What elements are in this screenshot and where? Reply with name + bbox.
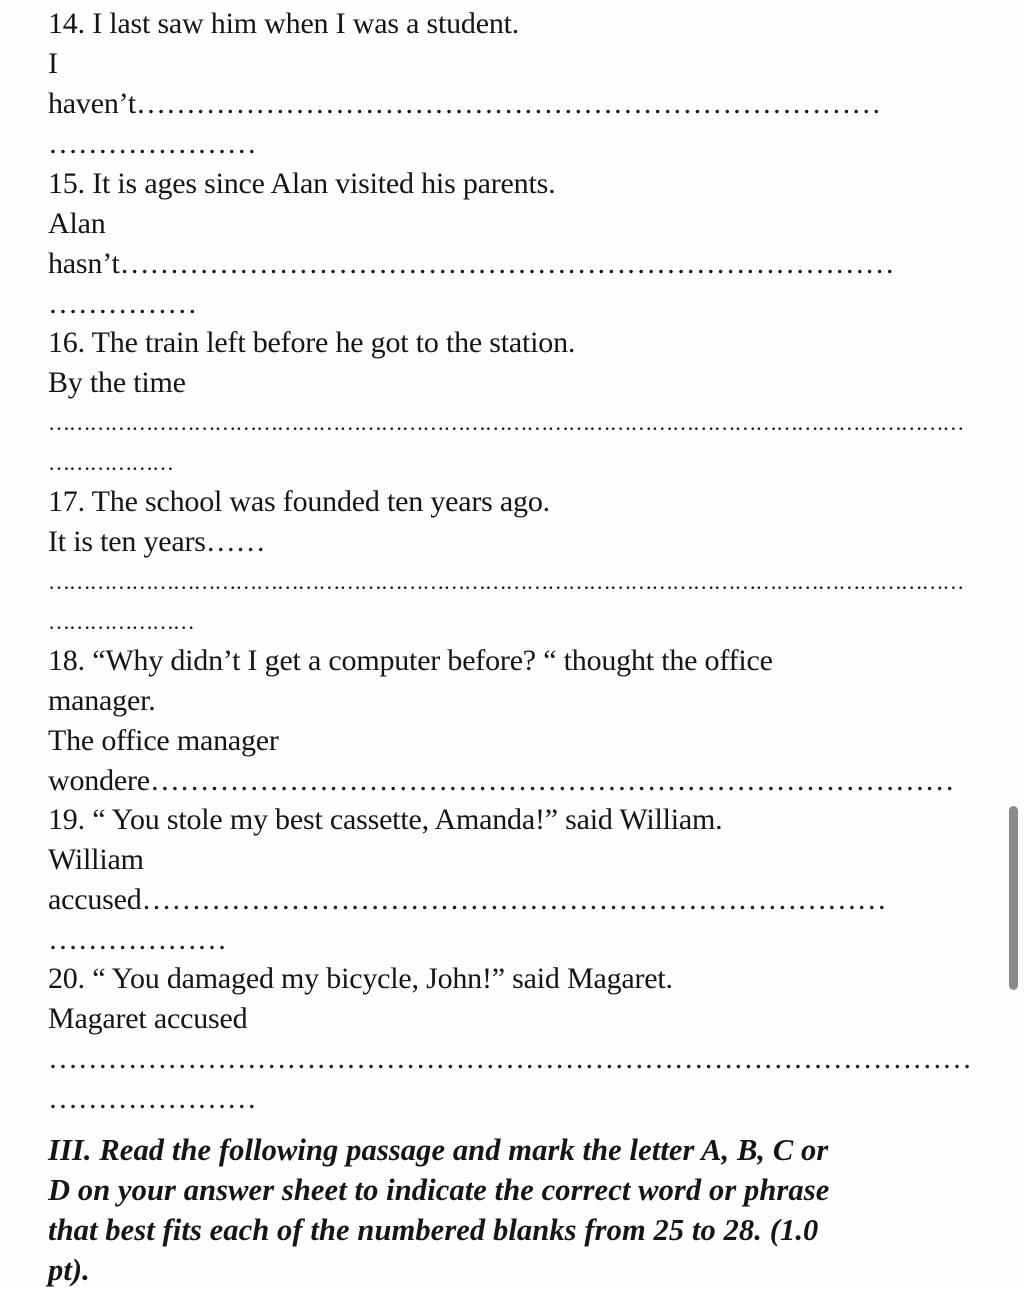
answer-19-blank-continued: ………………	[48, 923, 227, 956]
answer-20-blank: …………………………………………………………………………………	[48, 1042, 972, 1075]
answer-14-blank-continued: …………………	[48, 127, 257, 160]
answer-18-start: The office manager	[48, 724, 279, 757]
question-17: 17. The school was founded ten years ago.	[48, 485, 550, 518]
answer-16-start: By the time	[48, 366, 186, 399]
question-18: 18. “Why didn’t I get a computer before? “ thought the office	[48, 644, 773, 677]
answer-14-blank: haven’t…………………………………………………………………	[48, 87, 882, 120]
question-14: 14. I last saw him when I was a student.	[48, 7, 520, 40]
answer-16-blank: ……………………………………………………………………………………………………………………	[48, 410, 964, 435]
section-heading-line-2: D on your answer sheet to indicate the correct word or phrase	[48, 1173, 830, 1207]
answer-15-blank-continued: ……………	[48, 287, 198, 320]
answer-17-start: It is ten years……	[48, 525, 266, 558]
answer-18-blank: wondere………………………………………………………………………	[48, 764, 955, 797]
answer-16-blank-continued: ………………	[48, 450, 173, 475]
question-19: 19. “ You stole my best cassette, Amanda!” said William.	[48, 803, 723, 836]
question-20: 20. “ You damaged my bicycle, John!” said Magaret.	[48, 962, 673, 995]
section-heading-line-4: pt).	[48, 1253, 90, 1287]
answer-15-start: Alan	[48, 207, 106, 240]
answer-17-blank-continued: …………………	[48, 609, 194, 634]
section-heading-line-1: III. Read the following passage and mark the letter A, B, C or	[48, 1133, 829, 1167]
section-heading-line-3: that best fits each of the numbered blanks from 25 to 28. (1.0	[48, 1213, 819, 1247]
answer-19-start: William	[48, 843, 144, 876]
question-16: 16. The train left before he got to the station.	[48, 326, 576, 359]
answer-20-start: Magaret accused	[48, 1002, 248, 1035]
answer-20-blank-continued: …………………	[48, 1082, 257, 1115]
vertical-scrollbar[interactable]	[1009, 806, 1018, 990]
answer-15-blank: hasn’t……………………………………………………………………	[48, 247, 895, 280]
question-18-continued: manager.	[48, 684, 156, 717]
question-15: 15. It is ages since Alan visited his parents.	[48, 167, 556, 200]
answer-17-blank: ……………………………………………………………………………………………………………………	[48, 569, 964, 594]
answer-14-start: I	[48, 47, 58, 80]
answer-19-blank: accused…………………………………………………………………	[48, 883, 887, 916]
